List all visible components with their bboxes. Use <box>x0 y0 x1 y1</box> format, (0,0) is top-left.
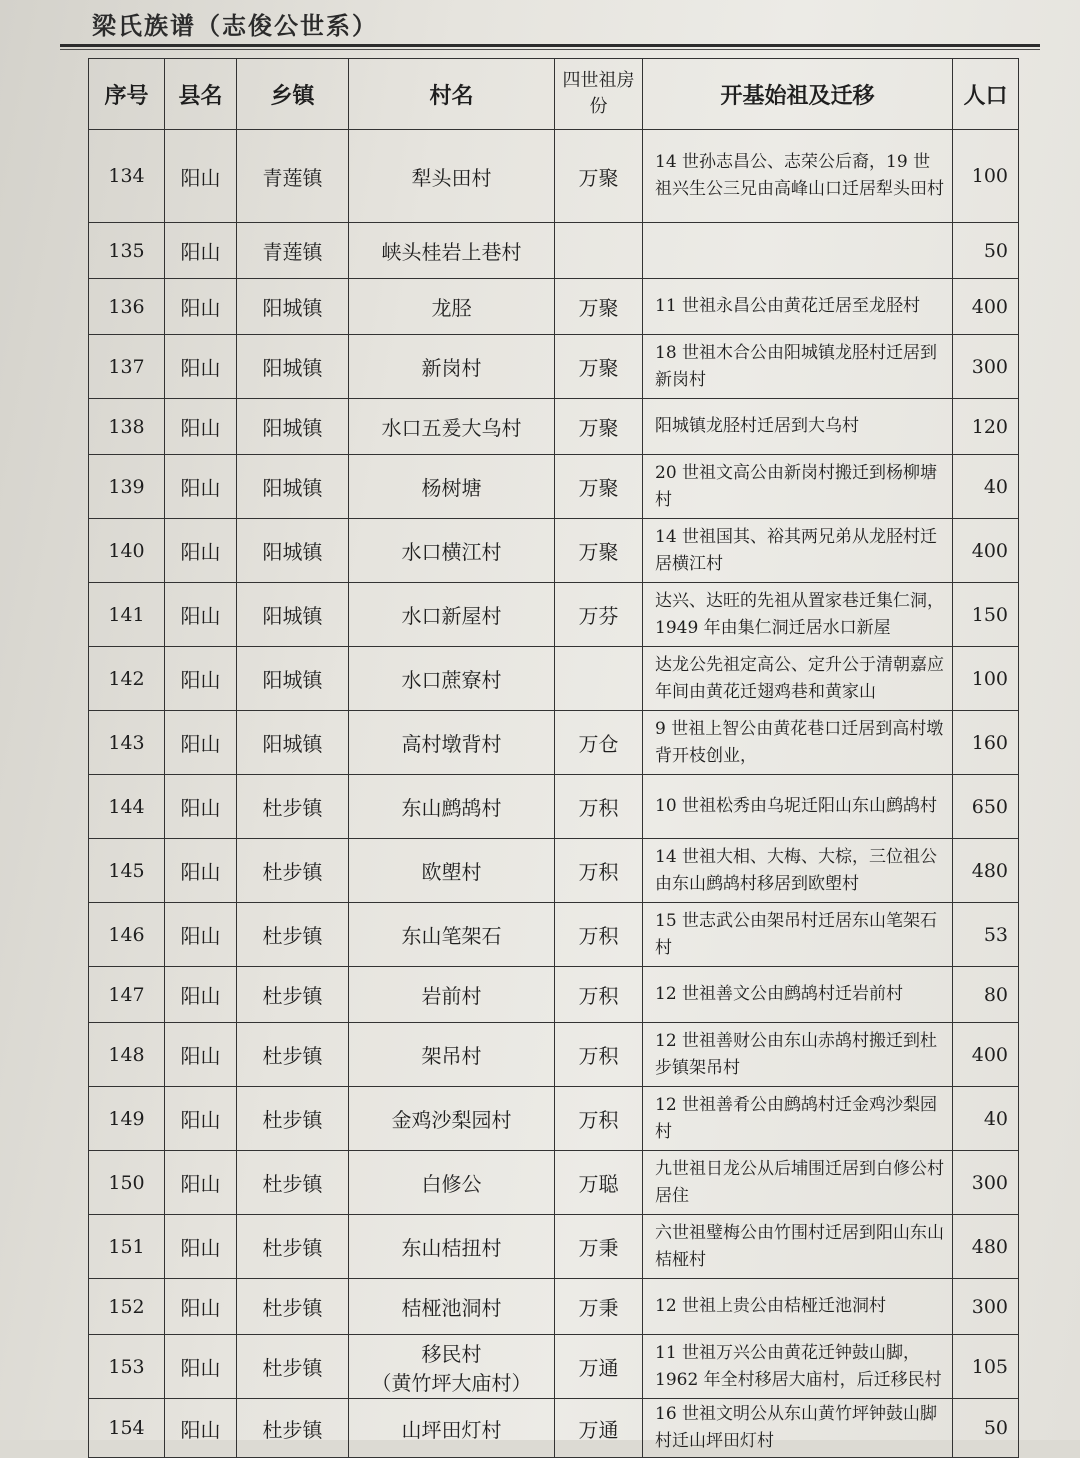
cell-village: 新岗村 <box>349 335 555 399</box>
cell-county: 阳山 <box>165 223 237 279</box>
cell-village: 龙胫 <box>349 279 555 335</box>
cell-branch: 万聚 <box>555 455 643 519</box>
cell-town: 杜步镇 <box>237 1151 349 1215</box>
cell-population: 50 <box>953 1399 1019 1458</box>
cell-village: 水口蔗寮村 <box>349 647 555 711</box>
cell-population: 300 <box>953 1279 1019 1335</box>
cell-origin: 12 世祖上贵公由桔桠迁池洞村 <box>643 1279 953 1335</box>
cell-county: 阳山 <box>165 1399 237 1458</box>
cell-branch: 万聚 <box>555 130 643 223</box>
cell-population: 100 <box>953 130 1019 223</box>
cell-branch: 万聚 <box>555 279 643 335</box>
cell-origin: 18 世祖木合公由阳城镇龙胫村迁居到新岗村 <box>643 335 953 399</box>
cell-no: 140 <box>89 519 165 583</box>
cell-no: 152 <box>89 1279 165 1335</box>
table-row <box>89 223 1019 279</box>
cell-no: 150 <box>89 1151 165 1215</box>
cell-population: 160 <box>953 711 1019 775</box>
cell-no: 149 <box>89 1087 165 1151</box>
cell-branch: 万芬 <box>555 583 643 647</box>
cell-origin: 九世祖日龙公从后埔围迁居到白修公村居住 <box>643 1151 953 1215</box>
cell-population: 480 <box>953 839 1019 903</box>
table-row <box>89 399 1019 455</box>
cell-population: 40 <box>953 455 1019 519</box>
cell-county: 阳山 <box>165 967 237 1023</box>
cell-origin: 15 世志武公由架吊村迁居东山笔架石村 <box>643 903 953 967</box>
cell-village: 东山笔架石 <box>349 903 555 967</box>
cell-county: 阳山 <box>165 1151 237 1215</box>
table-row <box>89 1151 1019 1215</box>
cell-origin: 12 世祖善肴公由鹧鸪村迁金鸡沙梨园村 <box>643 1087 953 1151</box>
cell-county: 阳山 <box>165 1335 237 1399</box>
cell-population: 400 <box>953 519 1019 583</box>
cell-town: 杜步镇 <box>237 967 349 1023</box>
cell-origin: 14 世孙志昌公、志荣公后裔，19 世祖兴生公三兄由高峰山口迁居犁头田村 <box>643 130 953 223</box>
cell-branch: 万秉 <box>555 1215 643 1279</box>
cell-county: 阳山 <box>165 519 237 583</box>
cell-branch: 万聚 <box>555 335 643 399</box>
cell-population: 150 <box>953 583 1019 647</box>
cell-village: 欧塱村 <box>349 839 555 903</box>
table-row <box>89 1023 1019 1087</box>
cell-origin: 20 世祖文高公由新岗村搬迁到杨柳塘村 <box>643 455 953 519</box>
cell-village: 峡头桂岩上巷村 <box>349 223 555 279</box>
cell-origin: 六世祖璧梅公由竹围村迁居到阳山东山桔桠村 <box>643 1215 953 1279</box>
table-row <box>89 279 1019 335</box>
table-row <box>89 1399 1019 1458</box>
cell-village: 白修公 <box>349 1151 555 1215</box>
cell-population: 50 <box>953 223 1019 279</box>
table-row <box>89 647 1019 711</box>
header-village: 村名 <box>349 59 555 130</box>
table-row <box>89 583 1019 647</box>
cell-population: 120 <box>953 399 1019 455</box>
cell-origin: 达龙公先祖定高公、定升公于清朝嘉应年间由黄花迁翅鸡巷和黄家山 <box>643 647 953 711</box>
cell-no: 153 <box>89 1335 165 1399</box>
cell-village: 东山桔扭村 <box>349 1215 555 1279</box>
cell-county: 阳山 <box>165 130 237 223</box>
table-row <box>89 775 1019 839</box>
cell-no: 146 <box>89 903 165 967</box>
cell-branch: 万通 <box>555 1399 643 1458</box>
cell-town: 杜步镇 <box>237 1023 349 1087</box>
cell-county: 阳山 <box>165 711 237 775</box>
table-row <box>89 711 1019 775</box>
table-row <box>89 335 1019 399</box>
cell-town: 阳城镇 <box>237 279 349 335</box>
cell-population: 400 <box>953 279 1019 335</box>
cell-no: 137 <box>89 335 165 399</box>
cell-population: 300 <box>953 335 1019 399</box>
header-branch: 四世祖房份 <box>555 59 643 130</box>
cell-county: 阳山 <box>165 335 237 399</box>
cell-no: 148 <box>89 1023 165 1087</box>
cell-branch: 万积 <box>555 775 643 839</box>
table-row <box>89 1215 1019 1279</box>
header-origin: 开基始祖及迁移 <box>643 59 953 130</box>
cell-branch: 万通 <box>555 1335 643 1399</box>
cell-branch: 万积 <box>555 1023 643 1087</box>
cell-town: 杜步镇 <box>237 1399 349 1458</box>
cell-village: 高村墩背村 <box>349 711 555 775</box>
cell-no: 154 <box>89 1399 165 1458</box>
table-row <box>89 519 1019 583</box>
table-row <box>89 130 1019 223</box>
cell-branch: 万聚 <box>555 399 643 455</box>
cell-origin: 11 世祖万兴公由黄花迁钟鼓山脚，1962 年全村移居大庙村，后迁移民村 <box>643 1335 953 1399</box>
cell-no: 144 <box>89 775 165 839</box>
cell-county: 阳山 <box>165 1023 237 1087</box>
cell-branch: 万积 <box>555 967 643 1023</box>
cell-population: 300 <box>953 1151 1019 1215</box>
header-county: 县名 <box>165 59 237 130</box>
cell-branch <box>555 647 643 711</box>
cell-population: 480 <box>953 1215 1019 1279</box>
cell-origin: 14 世祖国其、裕其两兄弟从龙胫村迁居横江村 <box>643 519 953 583</box>
cell-population: 400 <box>953 1023 1019 1087</box>
cell-village: 水口新屋村 <box>349 583 555 647</box>
table-row <box>89 455 1019 519</box>
cell-no: 139 <box>89 455 165 519</box>
cell-county: 阳山 <box>165 279 237 335</box>
cell-origin <box>643 223 953 279</box>
cell-town: 阳城镇 <box>237 455 349 519</box>
cell-no: 141 <box>89 583 165 647</box>
cell-county: 阳山 <box>165 903 237 967</box>
cell-village: 犁头田村 <box>349 130 555 223</box>
cell-town: 阳城镇 <box>237 583 349 647</box>
header-rule-thin <box>60 49 1040 50</box>
cell-origin: 9 世祖上智公由黄花巷口迁居到高村墩背开枝创业， <box>643 711 953 775</box>
cell-village: 金鸡沙梨园村 <box>349 1087 555 1151</box>
cell-town: 杜步镇 <box>237 903 349 967</box>
cell-county: 阳山 <box>165 399 237 455</box>
cell-origin: 达兴、达旺的先祖从置家巷迁集仁洞，1949 年由集仁洞迁居水口新屋 <box>643 583 953 647</box>
cell-origin: 11 世祖永昌公由黄花迁居至龙胫村 <box>643 279 953 335</box>
cell-origin: 10 世祖松秀由乌坭迁阳山东山鹧鸪村 <box>643 775 953 839</box>
cell-town: 阳城镇 <box>237 519 349 583</box>
cell-town: 杜步镇 <box>237 1335 349 1399</box>
cell-no: 135 <box>89 223 165 279</box>
cell-branch: 万聪 <box>555 1151 643 1215</box>
cell-town: 阳城镇 <box>237 647 349 711</box>
genealogy-table <box>88 58 1019 1458</box>
cell-town: 青莲镇 <box>237 130 349 223</box>
cell-county: 阳山 <box>165 455 237 519</box>
cell-no: 138 <box>89 399 165 455</box>
cell-origin: 12 世祖善财公由东山赤鸪村搬迁到杜步镇架吊村 <box>643 1023 953 1087</box>
cell-origin: 阳城镇龙胫村迁居到大乌村 <box>643 399 953 455</box>
cell-village: 杨树塘 <box>349 455 555 519</box>
cell-village: 架吊村 <box>349 1023 555 1087</box>
cell-origin: 12 世祖善文公由鹧鸪村迁岩前村 <box>643 967 953 1023</box>
cell-no: 143 <box>89 711 165 775</box>
cell-population: 80 <box>953 967 1019 1023</box>
cell-branch: 万积 <box>555 903 643 967</box>
cell-branch <box>555 223 643 279</box>
cell-town: 青莲镇 <box>237 223 349 279</box>
cell-no: 134 <box>89 130 165 223</box>
cell-county: 阳山 <box>165 583 237 647</box>
cell-branch: 万积 <box>555 1087 643 1151</box>
cell-county: 阳山 <box>165 1279 237 1335</box>
cell-village: 水口五爰大乌村 <box>349 399 555 455</box>
cell-branch: 万秉 <box>555 1279 643 1335</box>
cell-county: 阳山 <box>165 1215 237 1279</box>
header-rule <box>60 44 1040 47</box>
table-row <box>89 1087 1019 1151</box>
cell-town: 杜步镇 <box>237 839 349 903</box>
cell-no: 142 <box>89 647 165 711</box>
cell-village: 桔桠池洞村 <box>349 1279 555 1335</box>
cell-village: 东山鹧鸪村 <box>349 775 555 839</box>
cell-population: 100 <box>953 647 1019 711</box>
cell-branch: 万聚 <box>555 519 643 583</box>
cell-origin: 14 世祖大相、大梅、大棕，三位祖公由东山鹧鸪村移居到欧塱村 <box>643 839 953 903</box>
cell-branch: 万仓 <box>555 711 643 775</box>
cell-no: 136 <box>89 279 165 335</box>
table-row <box>89 903 1019 967</box>
cell-population: 105 <box>953 1335 1019 1399</box>
cell-county: 阳山 <box>165 839 237 903</box>
cell-town: 杜步镇 <box>237 775 349 839</box>
header-population: 人口 <box>953 59 1019 130</box>
page-header: 梁氏族谱（志俊公世系） <box>92 12 378 40</box>
cell-town: 杜步镇 <box>237 1279 349 1335</box>
cell-county: 阳山 <box>165 775 237 839</box>
cell-village: 移民村 （黄竹坪大庙村） <box>349 1335 555 1399</box>
cell-no: 145 <box>89 839 165 903</box>
cell-population: 650 <box>953 775 1019 839</box>
cell-town: 阳城镇 <box>237 335 349 399</box>
table-row <box>89 967 1019 1023</box>
cell-branch: 万积 <box>555 839 643 903</box>
table-row <box>89 1335 1019 1399</box>
cell-village: 岩前村 <box>349 967 555 1023</box>
cell-town: 阳城镇 <box>237 711 349 775</box>
header-town: 乡镇 <box>237 59 349 130</box>
cell-no: 151 <box>89 1215 165 1279</box>
cell-origin: 16 世祖文明公从东山黄竹坪钟鼓山脚村迁山坪田灯村 <box>643 1399 953 1458</box>
cell-population: 53 <box>953 903 1019 967</box>
table-row <box>89 1279 1019 1335</box>
cell-town: 阳城镇 <box>237 399 349 455</box>
header-no: 序号 <box>89 59 165 130</box>
cell-county: 阳山 <box>165 1087 237 1151</box>
cell-village: 水口横江村 <box>349 519 555 583</box>
cell-population: 40 <box>953 1087 1019 1151</box>
cell-village: 山坪田灯村 <box>349 1399 555 1458</box>
cell-no: 147 <box>89 967 165 1023</box>
cell-town: 杜步镇 <box>237 1087 349 1151</box>
table-row <box>89 839 1019 903</box>
cell-county: 阳山 <box>165 647 237 711</box>
table-header-row <box>89 59 1019 130</box>
cell-town: 杜步镇 <box>237 1215 349 1279</box>
